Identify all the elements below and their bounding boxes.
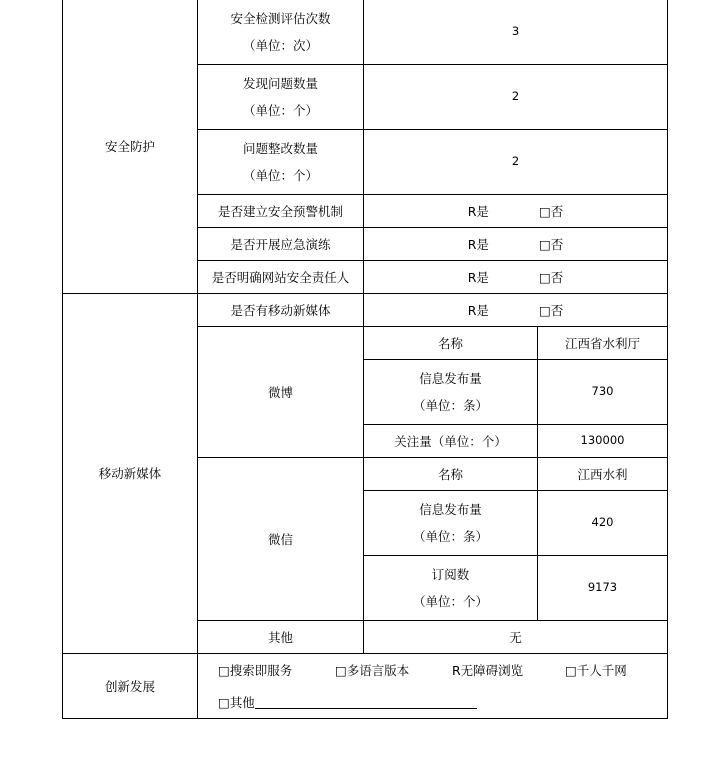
weibo-posts-value: 730 (538, 360, 668, 425)
yes-option: R是 (467, 203, 489, 219)
category-security: 安全防护 (63, 0, 198, 294)
wechat-posts-label: 信息发布量 （单位：条） (364, 491, 538, 556)
no-option: □否 (538, 269, 564, 285)
issues-fixed-value: 2 (364, 130, 668, 195)
wechat-subs-value: 9173 (538, 556, 668, 621)
emergency-drill-label: 是否开展应急演练 (198, 228, 364, 261)
issues-found-label: 发现问题数量 （单位：个） (198, 65, 364, 130)
category-innovation: 创新发展 (63, 654, 198, 719)
yes-option: R是 (467, 236, 489, 252)
option-personalized: □千人千网 (565, 662, 627, 678)
weibo-name-label: 名称 (364, 327, 538, 360)
has-mobile-label: 是否有移动新媒体 (198, 294, 364, 327)
no-option: □否 (538, 302, 564, 318)
weibo-followers-value: 130000 (538, 425, 668, 458)
issues-found-value: 2 (364, 65, 668, 130)
other-blank-line (255, 696, 477, 709)
weibo-posts-label: 信息发布量 （单位：条） (364, 360, 538, 425)
option-multilingual: □多语言版本 (335, 662, 410, 678)
warning-mechanism-label: 是否建立安全预警机制 (198, 195, 364, 228)
innovation-options (198, 654, 668, 719)
emergency-drill-choice (364, 228, 668, 261)
weibo-label: 微博 (198, 327, 364, 458)
inspections-label: 安全检测评估次数 （单位：次） (198, 0, 364, 65)
option-other: □其他 (218, 694, 255, 710)
wechat-subs-label: 订阅数 （单位：个） (364, 556, 538, 621)
issues-fixed-label: 问题整改数量 （单位：个） (198, 130, 364, 195)
no-option: □否 (538, 203, 564, 219)
other-media-label: 其他 (198, 621, 364, 654)
wechat-label: 微信 (198, 458, 364, 621)
yes-option: R是 (467, 269, 489, 285)
warning-mechanism-choice (364, 195, 668, 228)
wechat-name-label: 名称 (364, 458, 538, 491)
responsible-person-choice (364, 261, 668, 294)
has-mobile-choice (364, 294, 668, 327)
statistics-table (62, 0, 668, 719)
option-search-service: □搜索即服务 (218, 662, 293, 678)
responsible-person-label: 是否明确网站安全责任人 (198, 261, 364, 294)
other-media-value: 无 (364, 621, 668, 654)
inspections-value: 3 (364, 0, 668, 65)
category-mobile: 移动新媒体 (63, 294, 198, 654)
option-accessibility: R无障碍浏览 (452, 662, 524, 678)
wechat-name-value: 江西水利 (538, 458, 668, 491)
weibo-followers-label: 关注量（单位：个） (364, 425, 538, 458)
weibo-name-value: 江西省水利厅 (538, 327, 668, 360)
no-option: □否 (538, 236, 564, 252)
yes-option: R是 (467, 302, 489, 318)
wechat-posts-value: 420 (538, 491, 668, 556)
